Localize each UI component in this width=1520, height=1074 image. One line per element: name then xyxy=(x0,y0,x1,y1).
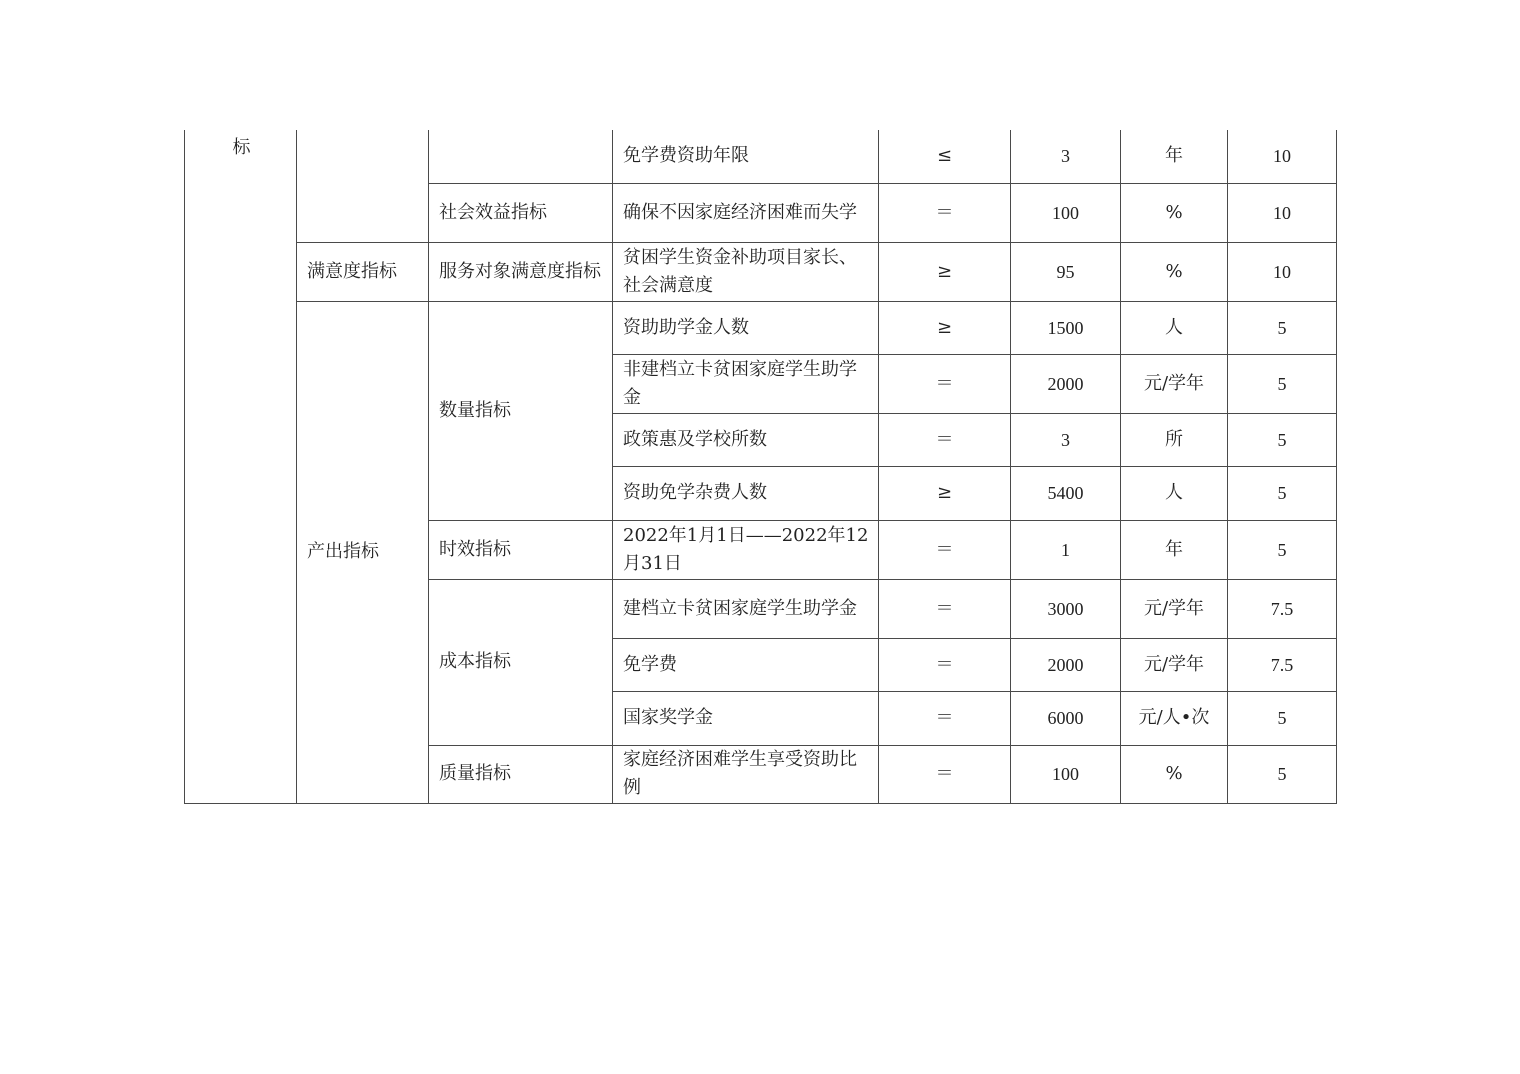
target-value: 6000 xyxy=(1011,691,1121,745)
indicator-name: 建档立卡贫困家庭学生助学金 xyxy=(613,579,879,638)
target-value: 1 xyxy=(1011,520,1121,579)
score: 7.5 xyxy=(1228,579,1337,638)
unit: 元/学年 xyxy=(1121,638,1228,691)
score: 5 xyxy=(1228,745,1337,803)
target-value: 3 xyxy=(1011,130,1121,183)
target-value: 95 xyxy=(1011,242,1121,301)
level3-indicator-cell: 社会效益指标 xyxy=(429,183,613,242)
operator: ＝ xyxy=(879,638,1011,691)
operator: ＝ xyxy=(879,520,1011,579)
target-value: 1500 xyxy=(1011,301,1121,354)
level2-indicator-cell xyxy=(297,130,429,242)
target-value: 2000 xyxy=(1011,354,1121,413)
indicator-name: 资助助学金人数 xyxy=(613,301,879,354)
score: 5 xyxy=(1228,691,1337,745)
level1-indicator-cell: 标 xyxy=(185,130,297,803)
level3-indicator-cell: 质量指标 xyxy=(429,745,613,803)
operator: ＝ xyxy=(879,691,1011,745)
indicator-name: 政策惠及学校所数 xyxy=(613,413,879,466)
operator: ≥ xyxy=(879,466,1011,520)
operator: ≥ xyxy=(879,301,1011,354)
unit: % xyxy=(1121,745,1228,803)
operator: ＝ xyxy=(879,579,1011,638)
target-value: 100 xyxy=(1011,183,1121,242)
unit: 元/学年 xyxy=(1121,579,1228,638)
target-value: 3000 xyxy=(1011,579,1121,638)
operator: ＝ xyxy=(879,413,1011,466)
level3-indicator-cell xyxy=(429,130,613,183)
unit: 元/学年 xyxy=(1121,354,1228,413)
score: 5 xyxy=(1228,466,1337,520)
indicator-name: 确保不因家庭经济困难而失学 xyxy=(613,183,879,242)
performance-indicator-table xyxy=(184,130,1337,804)
indicator-name: 家庭经济困难学生享受资助比例 xyxy=(613,745,879,803)
unit: 人 xyxy=(1121,466,1228,520)
indicator-name: 非建档立卡贫困家庭学生助学金 xyxy=(613,354,879,413)
unit: 年 xyxy=(1121,130,1228,183)
score: 5 xyxy=(1228,354,1337,413)
target-value: 2000 xyxy=(1011,638,1121,691)
indicator-name: 资助免学杂费人数 xyxy=(613,466,879,520)
table-row xyxy=(185,242,1337,301)
table-row xyxy=(185,301,1337,354)
unit: % xyxy=(1121,242,1228,301)
level3-indicator-cell: 服务对象满意度指标 xyxy=(429,242,613,301)
indicator-name: 免学费 xyxy=(613,638,879,691)
indicator-name: 2022年1月1日——2022年12月31日 xyxy=(613,520,879,579)
unit: 人 xyxy=(1121,301,1228,354)
unit: 年 xyxy=(1121,520,1228,579)
table-row xyxy=(185,130,1337,183)
operator: ＝ xyxy=(879,354,1011,413)
level2-indicator-cell: 产出指标 xyxy=(297,301,429,803)
operator: ＝ xyxy=(879,183,1011,242)
operator: ＝ xyxy=(879,745,1011,803)
indicator-name: 贫困学生资金补助项目家长、社会满意度 xyxy=(613,242,879,301)
score: 10 xyxy=(1228,242,1337,301)
level2-indicator-cell: 满意度指标 xyxy=(297,242,429,301)
score: 5 xyxy=(1228,301,1337,354)
level3-indicator-cell: 时效指标 xyxy=(429,520,613,579)
unit: % xyxy=(1121,183,1228,242)
indicator-name: 免学费资助年限 xyxy=(613,130,879,183)
indicator-name: 国家奖学金 xyxy=(613,691,879,745)
target-value: 5400 xyxy=(1011,466,1121,520)
unit: 所 xyxy=(1121,413,1228,466)
target-value: 100 xyxy=(1011,745,1121,803)
score: 10 xyxy=(1228,183,1337,242)
score: 10 xyxy=(1228,130,1337,183)
level3-indicator-cell: 数量指标 xyxy=(429,301,613,520)
unit: 元/人•次 xyxy=(1121,691,1228,745)
operator: ≤ xyxy=(879,130,1011,183)
target-value: 3 xyxy=(1011,413,1121,466)
score: 7.5 xyxy=(1228,638,1337,691)
level3-indicator-cell: 成本指标 xyxy=(429,579,613,745)
operator: ≥ xyxy=(879,242,1011,301)
score: 5 xyxy=(1228,520,1337,579)
score: 5 xyxy=(1228,413,1337,466)
